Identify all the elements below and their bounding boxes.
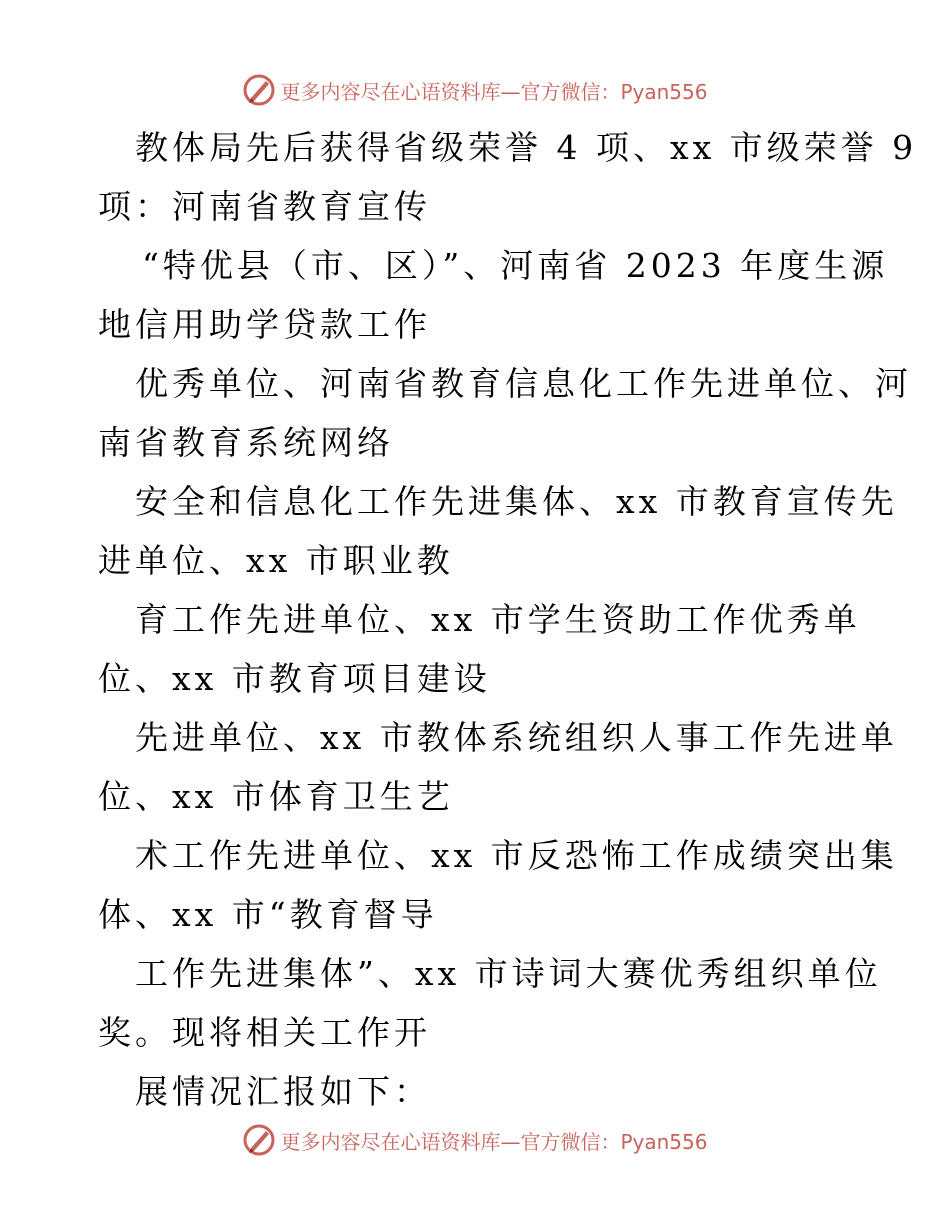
watermark-text: 更多内容尽在心语资料库—官方微信：Pyan556	[280, 79, 708, 104]
body-line: 奖。现将相关工作开	[98, 1013, 431, 1052]
body-line: 项：河南省教育宣传	[98, 187, 431, 226]
pen-logo-icon	[242, 73, 276, 107]
body-line: “特优县（市、区）”、河南省 2023 年度生源	[142, 246, 889, 285]
body-line: 位、xx 市体育卫生艺	[98, 777, 454, 816]
body-line: 优秀单位、河南省教育信息化工作先进单位、河	[135, 364, 912, 403]
body-line: 地信用助学贷款工作	[98, 305, 431, 344]
body-line: 位、xx 市教育项目建设	[98, 659, 491, 698]
body-line: 安全和信息化工作先进集体、xx 市教育宣传先	[135, 482, 898, 521]
body-line: 育工作先进单位、xx 市学生资助工作优秀单	[135, 600, 861, 639]
document-body	[98, 118, 918, 1121]
body-line: 教体局先后获得省级荣誉 4 项、xx 市级荣誉 9	[135, 128, 918, 167]
watermark-header	[0, 70, 950, 110]
body-line: 展情况汇报如下：	[135, 1072, 431, 1111]
body-line: 术工作先进单位、xx 市反恐怖工作成绩突出集	[135, 836, 898, 875]
watermark-footer	[0, 1120, 950, 1160]
body-line: 进单位、xx 市职业教	[98, 541, 454, 580]
body-line: 南省教育系统网络	[98, 423, 394, 462]
body-line: 工作先进集体”、xx 市诗词大赛优秀组织单位	[135, 954, 882, 993]
body-line: 先进单位、xx 市教体系统组织人事工作先进单	[135, 718, 898, 757]
pen-logo-icon	[242, 1123, 276, 1157]
body-line: 体、xx 市“教育督导	[98, 895, 438, 934]
watermark-text: 更多内容尽在心语资料库—官方微信：Pyan556	[280, 1129, 708, 1154]
